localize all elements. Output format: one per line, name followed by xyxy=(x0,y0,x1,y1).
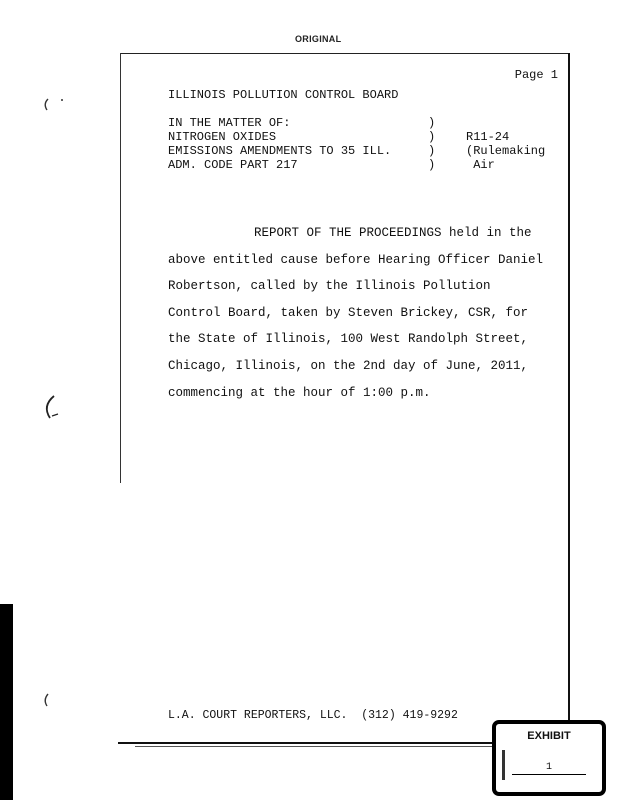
margin-mark xyxy=(40,392,70,428)
court-reporter-footer: L.A. COURT REPORTERS, LLC. (312) 419-9292 xyxy=(168,709,458,722)
caption-line: IN THE MATTER OF: xyxy=(168,116,291,130)
caption-paren: ) xyxy=(428,144,436,158)
caption-line: EMISSIONS AMENDMENTS TO 35 ILL. xyxy=(168,144,392,158)
original-stamp: ORIGINAL xyxy=(295,34,342,44)
body-line: commencing at the hour of 1:00 p.m. xyxy=(168,385,431,400)
exhibit-title: EXHIBIT xyxy=(527,730,571,742)
body-line: REPORT OF THE PROCEEDINGS held in the xyxy=(254,226,532,240)
caption-paren: ) xyxy=(428,130,436,144)
case-number: R11-24 xyxy=(466,130,510,144)
board-title: ILLINOIS POLLUTION CONTROL BOARD xyxy=(168,88,399,102)
margin-mark xyxy=(40,95,70,115)
margin-mark xyxy=(40,692,54,710)
caption-line: ADM. CODE PART 217 xyxy=(168,158,298,172)
exhibit-number: 1 xyxy=(512,762,586,775)
body-line: Robertson, called by the Illinois Pollution xyxy=(168,279,491,294)
page-frame-top xyxy=(121,53,569,54)
case-subtype: Air xyxy=(466,158,495,172)
page-frame-left xyxy=(120,53,121,483)
exhibit-sticker xyxy=(492,720,606,796)
caption-line: NITROGEN OXIDES xyxy=(168,130,277,144)
page-number: Page 1 xyxy=(514,68,558,82)
caption-paren: ) xyxy=(428,116,436,130)
caption-parens xyxy=(428,116,435,172)
body-line: Chicago, Illinois, on the 2nd day of June, 2011, xyxy=(168,358,529,373)
body-line: above entitled cause before Hearing Officer Daniel xyxy=(168,252,544,267)
caption-left xyxy=(168,116,391,172)
scan-margin-bar xyxy=(0,604,13,800)
caption-paren: ) xyxy=(428,158,436,172)
body-line: Control Board, taken by Steven Brickey, CSR, for xyxy=(168,305,529,320)
footer-rule-secondary xyxy=(135,746,495,747)
proceedings-paragraph xyxy=(168,226,558,412)
case-type: (Rulemaking xyxy=(466,144,546,158)
page-frame-right xyxy=(568,53,570,743)
footer-rule xyxy=(118,742,498,744)
exhibit-vendor-mark xyxy=(499,748,509,782)
caption-right xyxy=(466,130,545,172)
body-line: the State of Illinois, 100 West Randolph Street, xyxy=(168,332,529,347)
